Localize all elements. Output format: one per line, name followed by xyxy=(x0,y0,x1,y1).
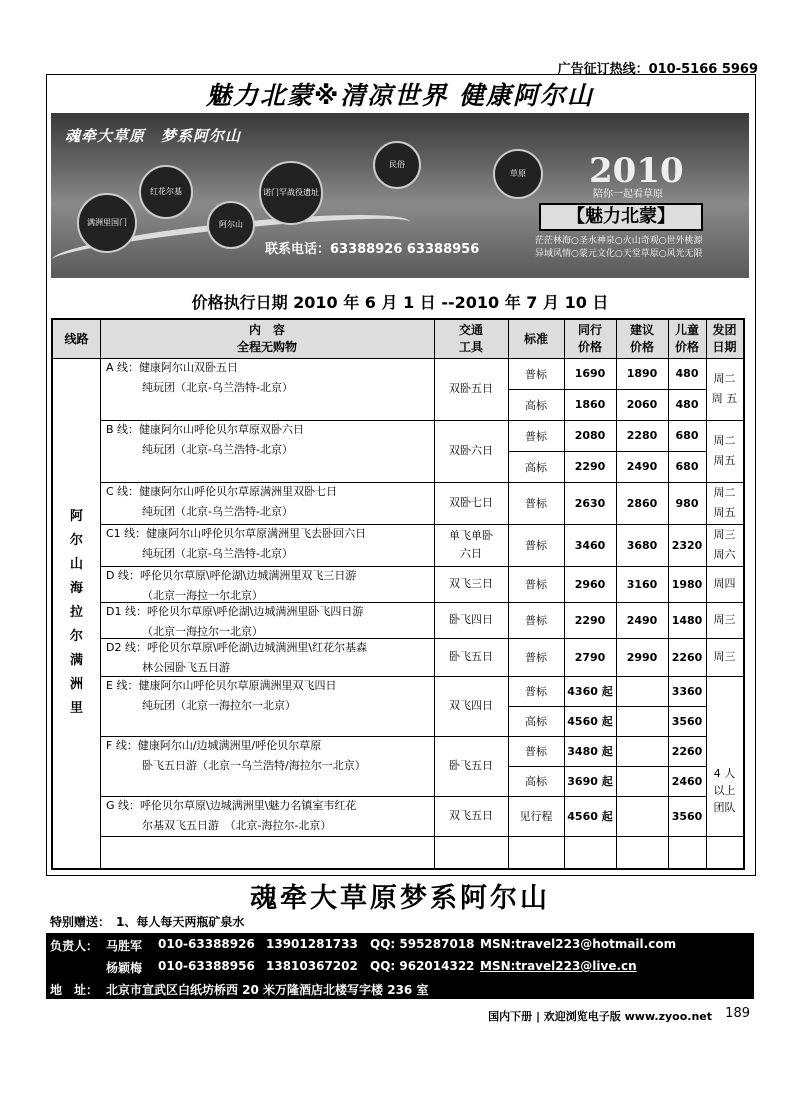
price-std: 高标 xyxy=(525,775,547,788)
banner-year: 2010 xyxy=(589,151,684,191)
photo-circle: 草原 xyxy=(493,149,543,199)
route-line1: D2 线：呼伦贝尔草原\呼伦湖\边城满洲里\红花尔基森 xyxy=(106,641,368,654)
transport-cell: 双飞三日 xyxy=(449,577,493,590)
contact-mobile-1: 13901281733 xyxy=(266,937,358,951)
route-cell xyxy=(100,420,434,482)
route-line1: F 线：健康阿尔山/边城满洲里/呼伦贝尔草原 xyxy=(106,739,322,752)
header-suggest-2: 价格 xyxy=(629,340,654,354)
price-peer: 2790 xyxy=(574,650,606,664)
depart-cell: 周三 周六 xyxy=(713,528,736,561)
contact-tel-1: 010-63388926 xyxy=(158,937,255,951)
special-gift: 特别赠送： 1、每人每天两瓶矿泉水 xyxy=(50,915,245,929)
price-suggest xyxy=(616,796,668,836)
price-suggest: 2990 xyxy=(626,650,658,664)
transport-cell: 卧飞五日 xyxy=(449,650,493,663)
price-peer: 1860 xyxy=(574,398,606,411)
price-std: 普标 xyxy=(525,539,547,552)
contact-mobile-2: 13810367202 xyxy=(266,959,358,973)
transport-cell: 双飞四日 xyxy=(449,699,493,712)
price-suggest: 1890 xyxy=(626,367,658,380)
header-depart-1: 发团 xyxy=(712,323,737,337)
route-line2: 纯玩团（北京-乌兰浩特-北京） xyxy=(142,381,293,394)
price-child: 680 xyxy=(675,460,699,473)
price-child: 480 xyxy=(675,398,699,411)
row-line xyxy=(508,389,706,390)
banner-sub: 陪你一起看草原 xyxy=(593,189,663,200)
route-line1: E 线：健康阿尔山呼伦贝尔草原满洲里双飞四日 xyxy=(106,679,337,692)
route-line2: （北京一海拉尔一北京） xyxy=(142,625,263,638)
header-content-2: 全程无购物 xyxy=(236,340,297,354)
banner-slogan: 魂牵大草原 梦系阿尔山 xyxy=(65,127,242,145)
route-cell xyxy=(100,676,434,736)
price-suggest: 2060 xyxy=(626,398,658,411)
depart-cell: 周二 周 五 xyxy=(711,372,738,405)
transport-cell: 卧飞五日 xyxy=(449,759,493,772)
route-cell xyxy=(100,736,434,796)
route-cell xyxy=(100,638,434,676)
price-suggest: 3160 xyxy=(626,577,658,591)
banner-phone: 联系电话：63388926 63388956 xyxy=(265,242,480,257)
photo-circle: 红花尔基 xyxy=(139,165,193,219)
row-line xyxy=(508,451,706,452)
region-char: 阿 xyxy=(69,509,83,524)
price-suggest xyxy=(616,736,668,766)
price-child: 980 xyxy=(675,496,699,510)
depart-cell: 周三 xyxy=(713,613,736,626)
banner-tags xyxy=(535,235,735,261)
photo-circle: 阿尔山 xyxy=(207,201,255,249)
route-line2: 卧飞五日游（北京一乌兰浩特/海拉尔一北京） xyxy=(142,759,366,772)
price-std: 普标 xyxy=(525,429,547,443)
route-line1: B 线：健康阿尔山呼伦贝尔草原双卧六日 xyxy=(106,423,305,436)
price-peer: 2080 xyxy=(574,429,606,442)
depart-cell: 周二 周五 xyxy=(713,486,736,519)
price-std: 普标 xyxy=(525,614,547,627)
header-transport-1: 交通 xyxy=(458,323,483,337)
price-std: 普标 xyxy=(525,745,547,758)
price-std: 普标 xyxy=(525,651,547,664)
price-suggest: 2490 xyxy=(626,460,658,473)
address: 北京市宣武区白纸坊桥西 20 米万隆酒店北楼写字楼 236 室 xyxy=(106,983,429,997)
photo-circle: 民俗 xyxy=(373,141,421,189)
price-peer: 1690 xyxy=(574,367,606,380)
route-line1: C1 线：健康阿尔山呼伦贝尔草原满洲里飞去卧回六日 xyxy=(106,527,367,540)
price-peer: 4560 起 xyxy=(567,715,613,728)
region-label xyxy=(53,358,100,868)
header-suggest-1: 建议 xyxy=(629,323,654,337)
contact-tel-2: 010-63388956 xyxy=(158,959,255,973)
header-peer-1: 同行 xyxy=(577,323,602,337)
route-cell xyxy=(100,524,434,566)
route-line1: D 线：呼伦贝尔草原\呼伦湖\边城满洲里双飞三日游 xyxy=(106,569,357,582)
region-char: 尔 xyxy=(69,629,83,644)
page-number: 189 xyxy=(725,1006,750,1021)
price-peer: 4560 起 xyxy=(567,810,613,823)
header-line: 线路 xyxy=(53,320,100,358)
row-line xyxy=(508,766,706,767)
transport-cell: 卧飞四日 xyxy=(449,613,493,626)
footer-text[interactable]: 国内下册 | 欢迎浏览电子版 www.zyoo.net xyxy=(488,1010,712,1023)
depart-cell: 周二 周五 xyxy=(713,434,736,467)
region-char: 拉 xyxy=(69,605,83,620)
route-line2: （北京一海拉一尔北京） xyxy=(142,589,263,602)
region-char: 里 xyxy=(69,701,83,716)
depart-cell: 周四 xyxy=(713,577,736,590)
header-content xyxy=(100,320,434,358)
price-child: 680 xyxy=(675,429,699,442)
price-std: 见行程 xyxy=(519,810,553,823)
col-line xyxy=(616,320,617,868)
price-validity: 价格执行日期 2010 年 6 月 1 日 --2010 年 7 月 10 日 xyxy=(191,293,609,312)
header-child xyxy=(668,320,706,358)
banner-tags-1: 茫茫林海○圣水神泉○火山奇观○世外桃源 xyxy=(535,236,703,246)
route-line2: 纯玩团（北京一海拉尔一北京） xyxy=(142,699,296,712)
price-peer: 2290 xyxy=(574,460,606,473)
col-line xyxy=(100,320,101,868)
address-label: 地 址： xyxy=(50,983,99,997)
price-std: 普标 xyxy=(525,497,547,510)
price-child: 1980 xyxy=(671,577,703,591)
transport-cell: 双卧五日 xyxy=(449,382,493,395)
price-child: 480 xyxy=(675,367,699,380)
header-peer-2: 价格 xyxy=(577,340,602,354)
col-line xyxy=(668,320,669,868)
route-line1: A 线：健康阿尔山双卧五日 xyxy=(106,361,239,374)
header-child-1: 儿童 xyxy=(674,323,699,337)
price-peer: 3480 起 xyxy=(567,745,613,758)
price-peer: 2630 xyxy=(574,496,606,510)
price-peer: 3690 起 xyxy=(567,775,613,788)
banner-tags-2: 异域风情○蒙元文化○天堂草原○风光无限 xyxy=(535,249,703,259)
price-suggest: 2490 xyxy=(626,613,658,627)
transport-cell: 单飞单卧 六日 xyxy=(449,529,493,560)
price-child: 3360 xyxy=(671,684,703,698)
contact-label: 负责人： xyxy=(50,939,99,953)
route-cell xyxy=(100,602,434,638)
banner-image xyxy=(51,113,749,278)
ad-hotline: 广告征订热线：010-5166 5969 xyxy=(557,62,758,77)
contact-qq-1: QQ: 595287018 xyxy=(370,937,475,951)
transport-cell: 双卧七日 xyxy=(449,496,493,509)
route-line2: 纯玩团（北京-乌兰浩特-北京） xyxy=(142,505,293,518)
price-std: 普标 xyxy=(525,367,547,381)
price-child: 2320 xyxy=(671,538,703,552)
group-depart: 4 人以上团队 xyxy=(713,766,736,814)
price-suggest: 3680 xyxy=(626,538,658,552)
row-line xyxy=(508,706,706,707)
price-peer: 4360 起 xyxy=(567,685,613,698)
route-line1: D1 线：呼伦贝尔草原\呼伦湖\边城满洲里卧飞四日游 xyxy=(106,605,364,618)
price-std: 普标 xyxy=(525,685,547,698)
region-char: 海 xyxy=(69,581,83,596)
price-child: 1480 xyxy=(671,613,703,627)
header-depart xyxy=(706,320,743,358)
col-line xyxy=(564,320,565,868)
price-suggest xyxy=(616,766,668,796)
contact-name-1: 马胜军 xyxy=(106,939,143,953)
price-child: 3560 xyxy=(671,809,703,823)
bottom-slogan: 魂牵大草原梦系阿尔山 xyxy=(250,883,550,914)
price-suggest xyxy=(616,676,668,706)
header-depart-2: 日期 xyxy=(712,340,737,354)
col-line xyxy=(706,320,707,868)
region-char: 尔 xyxy=(69,533,83,548)
header-transport xyxy=(434,320,508,358)
row-line xyxy=(100,836,743,837)
price-child: 2260 xyxy=(671,744,703,758)
header-transport-2: 工具 xyxy=(458,340,483,354)
photo-circle: 满洲里国门 xyxy=(77,193,137,253)
price-child: 2260 xyxy=(671,650,703,664)
transport-cell: 双飞五日 xyxy=(449,809,493,822)
route-cell xyxy=(100,566,434,602)
header-peer xyxy=(564,320,616,358)
photo-circle: 诺门罕战役遗址 xyxy=(259,161,323,225)
price-std: 高标 xyxy=(525,715,547,728)
price-child: 3560 xyxy=(671,714,703,728)
price-std: 普标 xyxy=(525,578,547,591)
row-line xyxy=(53,358,743,359)
region-char: 洲 xyxy=(69,677,83,692)
region-char: 满 xyxy=(69,653,83,668)
contact-msn-1[interactable]: MSN:travel223@hotmail.com xyxy=(480,937,677,951)
price-std: 高标 xyxy=(525,398,547,412)
price-suggest: 2280 xyxy=(626,429,658,442)
route-line2: 尔基双飞五日游 （北京-海拉尔-北京） xyxy=(142,819,332,832)
region-char: 山 xyxy=(69,557,83,572)
route-line2: 林公园卧飞五日游 xyxy=(142,661,230,674)
route-cell xyxy=(100,358,434,420)
banner-brand: 【魅力北蒙】 xyxy=(539,203,703,231)
price-child: 2460 xyxy=(671,774,703,788)
contact-block xyxy=(46,933,754,999)
route-line2: 纯玩团（北京-乌兰浩特-北京） xyxy=(142,547,293,560)
transport-cell: 双卧六日 xyxy=(449,444,493,457)
route-cell xyxy=(100,482,434,524)
route-line1: G 线：呼伦贝尔草原\边城满洲里\魅力名镇室韦红花 xyxy=(106,799,357,812)
header-child-2: 价格 xyxy=(674,340,699,354)
route-line1: C 线：健康阿尔山呼伦贝尔草原满洲里双卧七日 xyxy=(106,485,338,498)
price-table xyxy=(51,318,745,870)
header-suggest xyxy=(616,320,668,358)
price-peer: 3460 xyxy=(574,538,606,552)
route-line2: 纯玩团（北京-乌兰浩特-北京） xyxy=(142,443,293,456)
col-line xyxy=(434,320,435,868)
price-peer: 2290 xyxy=(574,613,606,627)
price-suggest xyxy=(616,706,668,736)
header-content-1: 内 容 xyxy=(248,323,285,337)
price-peer: 2960 xyxy=(574,577,606,591)
contact-msn-2[interactable]: MSN:travel223@live.cn xyxy=(480,959,637,973)
header-standard: 标准 xyxy=(508,320,564,358)
depart-cell: 周三 xyxy=(713,650,736,663)
price-std: 高标 xyxy=(525,460,547,474)
headline: 魅力北蒙※清凉世界 健康阿尔山 xyxy=(205,81,594,110)
route-cell xyxy=(100,796,434,836)
col-line xyxy=(508,320,509,868)
contact-qq-2: QQ: 962014322 xyxy=(370,959,475,973)
contact-name-2: 杨颖梅 xyxy=(106,961,143,975)
price-suggest: 2860 xyxy=(626,496,658,510)
